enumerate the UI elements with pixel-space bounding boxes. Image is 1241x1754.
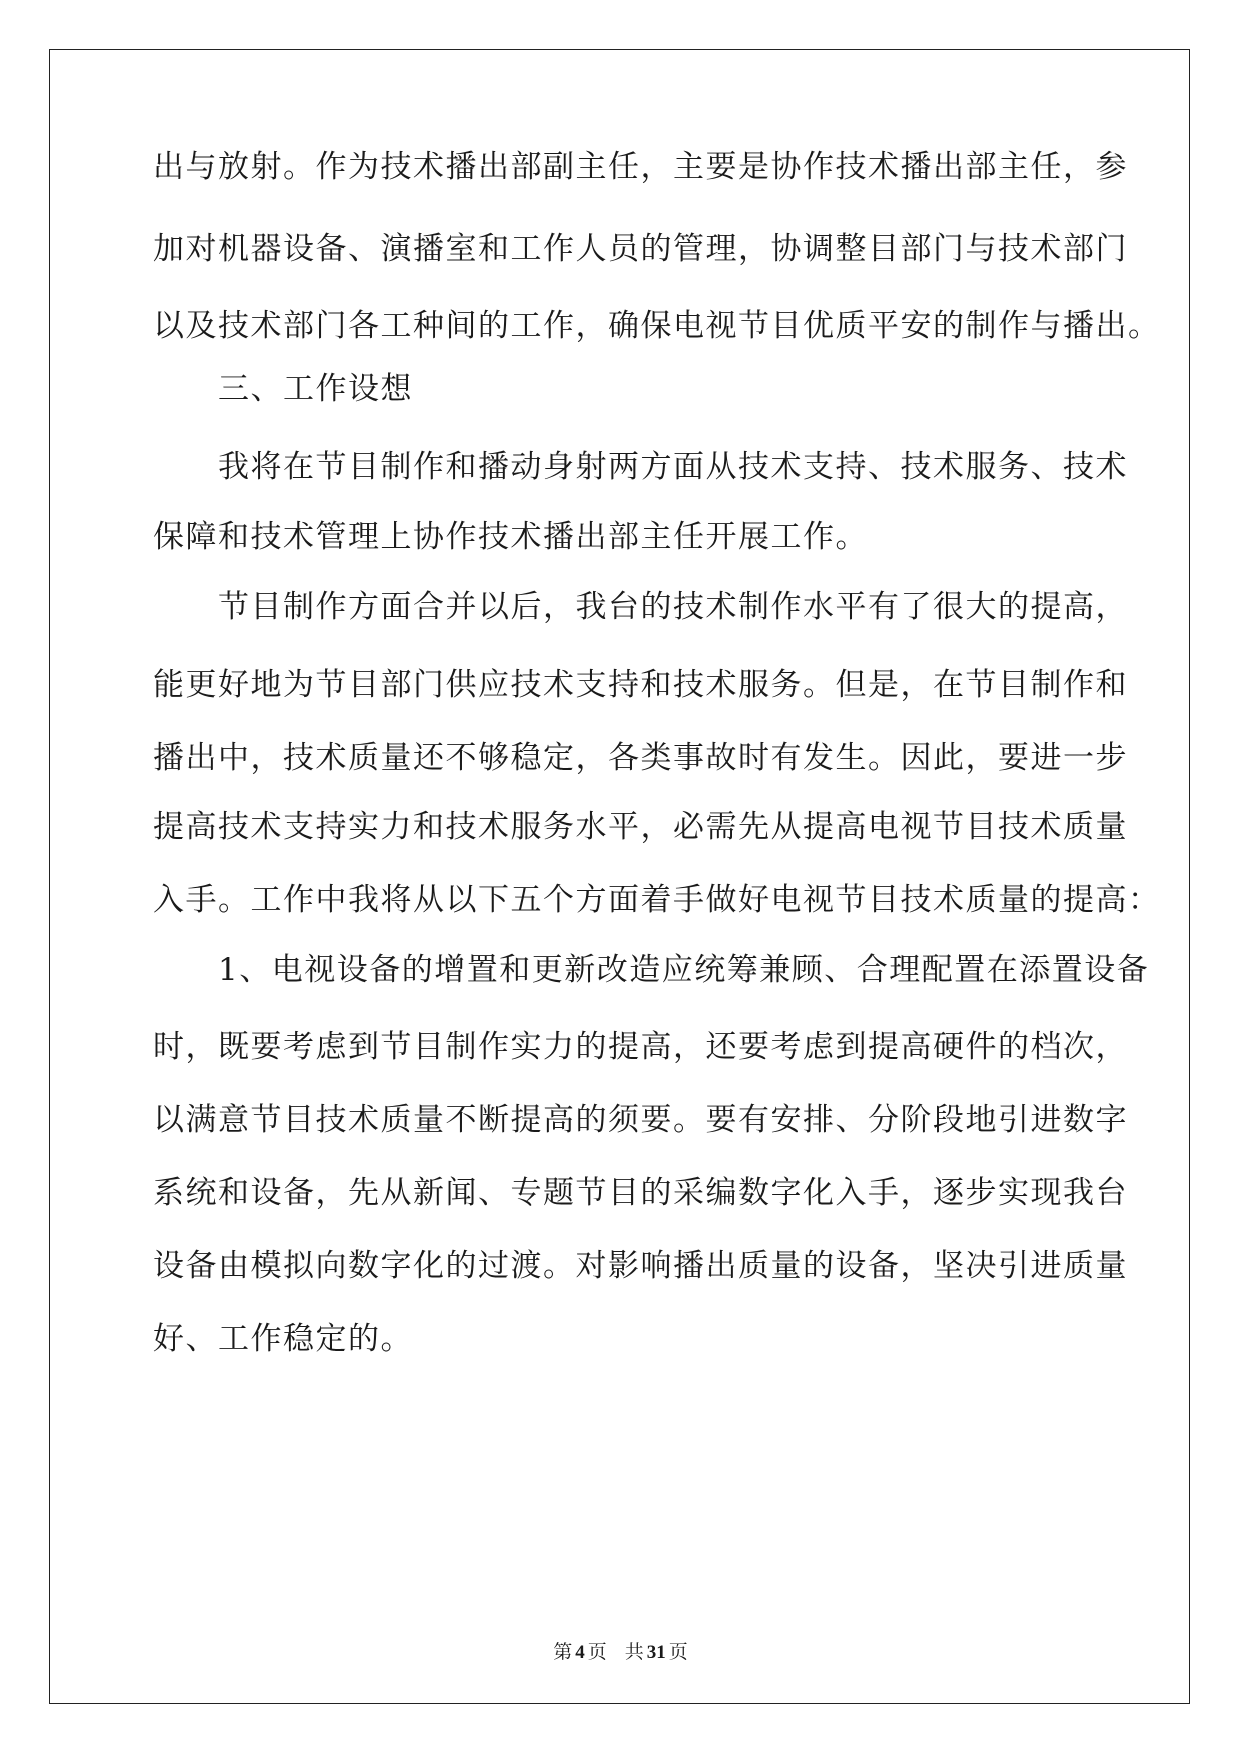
total-prefix: 共 <box>624 1641 644 1663</box>
text-line: 以及技术部门各工种间的工作，确保电视节目优质平安的制作与播出。 <box>153 308 1161 344</box>
total-pages: 31 <box>646 1642 666 1663</box>
text-line: 能更好地为节目部门供应技术支持和技术服务。但是，在节目制作和 <box>153 667 1128 703</box>
text-line: 入手。工作中我将从以下五个方面着手做好电视节目技术质量的提高： <box>153 882 1161 918</box>
list-item: 1、电视设备的增置和更新改造应统筹兼顾、合理配置在添置设备 <box>153 952 1150 988</box>
page-prefix: 第 <box>553 1641 573 1663</box>
text-line: 我将在节目制作和播动身射两方面从技术支持、技术服务、技术 <box>153 449 1128 485</box>
text-line: 播出中，技术质量还不够稳定，各类事故时有发生。因此，要进一步 <box>153 740 1128 776</box>
section-heading: 三、工作设想 <box>153 371 413 407</box>
text-line: 时，既要考虑到节目制作实力的提高，还要考虑到提高硬件的档次， <box>153 1029 1128 1065</box>
text-line: 提高技术支持实力和技术服务水平，必需先从提高电视节目技术质量 <box>153 809 1128 845</box>
text-line: 设备由模拟向数字化的过渡。对影响播出质量的设备，坚决引进质量 <box>153 1248 1128 1284</box>
page-number: 4 <box>575 1642 585 1663</box>
text-line: 出与放射。作为技术播出部副主任，主要是协作技术播出部主任，参 <box>153 149 1128 185</box>
total-suffix: 页 <box>668 1641 688 1663</box>
page-footer <box>0 1640 1241 1665</box>
text-line: 以满意节目技术质量不断提高的须要。要有安排、分阶段地引进数字 <box>153 1102 1128 1138</box>
text-line: 好、工作稳定的。 <box>153 1321 413 1357</box>
text-line: 加对机器设备、演播室和工作人员的管理，协调整目部门与技术部门 <box>153 231 1128 267</box>
page-suffix: 页 <box>587 1641 607 1663</box>
text-line: 节目制作方面合并以后，我台的技术制作水平有了很大的提高， <box>153 589 1128 625</box>
page-border <box>49 49 1190 1704</box>
text-line: 系统和设备，先从新闻、专题节目的采编数字化入手，逐步实现我台 <box>153 1175 1128 1211</box>
text-line: 保障和技术管理上协作技术播出部主任开展工作。 <box>153 519 868 555</box>
